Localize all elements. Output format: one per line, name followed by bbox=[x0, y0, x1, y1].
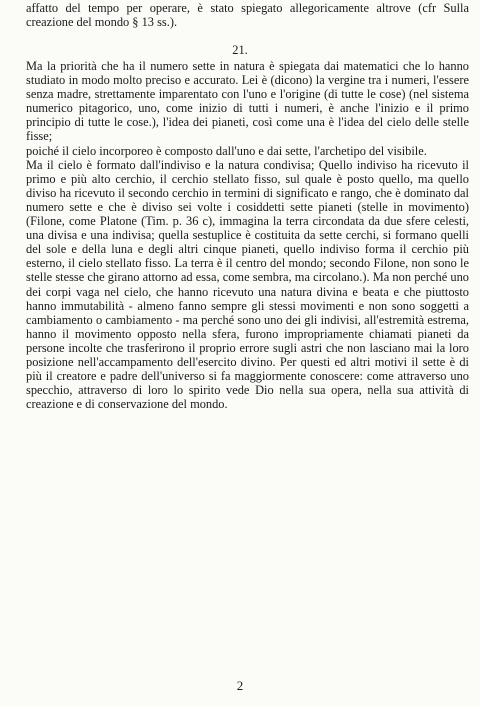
paragraph-incorporeal-heaven: poiché il cielo incorporeo è composto dall'uno e dai sette, l'archetipo del visibile. bbox=[26, 143, 427, 158]
paragraph-seven-virgin: Ma la priorità che ha il numero sette in natura è spiegata dai matematici che lo hanno studiato in modo molto preciso e accurato. Lei è (dicono) la vergine tra i numeri, l'essere senza madre, strettamente imparentato con l'uno e l'origine (di tutte le cose) (nel sistema numerico pitagorico, uno, come inizio di tutti i numeri, è anche l'inizio e il primo principio di tutte le cose.), l'idea dei pianeti, così come una è l'idea del cielo delle stelle fisse; bbox=[26, 59, 469, 144]
page-number: 2 bbox=[236, 678, 244, 693]
section-number: 21. bbox=[232, 43, 248, 57]
intro-paragraph: affatto del tempo per operare, è stato spiegato allegoricamente altrove (cfr Sulla creazione del mondo § 13 ss.). bbox=[26, 1, 469, 30]
paragraph-divided-heaven: Ma il cielo è formato dall'indiviso e la natura condivisa; Quello indiviso ha ricevuto il primo e più alto cerchio, il cerchio stellato fisso, sul quale è posto quello, ma quello diviso ha ricevuto il secondo cerchio in termini di significato e rango, che è dominato dal numero sette e che è diviso sei volte i cosiddetti sette pianeti (stelle in movimento) (Filone, come Platone (Tim. p. 36 c), immagina la terra circondata da due sfere celesti, una divisa e una indivisa; quella sestuplice è costituita da sette cerchi, si formano quelli del sole e della luna e degli altri cinque pianeti, quello indiviso forma il cerchio più esterno, il cielo stellato fisso. La terra è il centro del mondo; secondo Filone, non sono le stelle stesse che girano attorno ad essa, come sembra, ma circolano.). Ma non perché uno dei corpi vaga nel cielo, che hanno ricevuto una natura divina e beata e che piuttosto hanno immutabilità - almeno fanno sempre gli stessi movimenti e non sono soggetti a cambiamento o cambiamento - ma perché sono uno dei gli indivisi, all'estremità estrema, hanno il movimento opposto nella sfera, furono impropriamente chiamati pianeti da persone incolte che trasferirono il proprio errore sugli astri che non lasciano mai la loro posizione nell'accampamento dell'esercito divino. Per questi ed altri motivi il sette è di più il creatore e padre dell'universo si fa maggiormente conoscere: come attraverso uno specchio, attraverso di loro lo spirito vede Dio nella sua opera, nella sua attività di creazione e di conservazione del mondo. bbox=[26, 157, 469, 412]
section-body bbox=[26, 59, 469, 411]
